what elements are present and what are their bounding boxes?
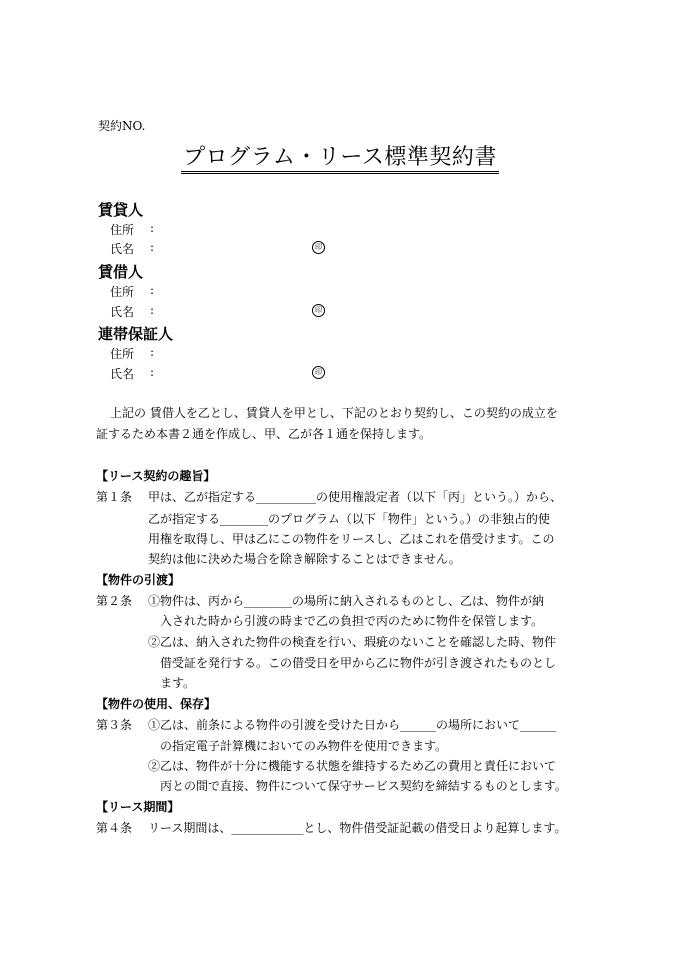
article-1-line: 用権を取得し、甲は乙にこの物件をリースし、乙はこれを借受けます。この (148, 532, 555, 546)
section-heading-use-storage: 【物件の使用、保存】 (96, 697, 217, 711)
lessee-name-colon: : (150, 303, 155, 317)
lessor-address-label: 住所 (110, 223, 135, 237)
lessor-name-colon: : (150, 240, 155, 254)
guarantor-address-label: 住所 (110, 347, 135, 361)
article-3-number: 第３条 (96, 718, 133, 732)
article-3-line: の指定電子計算機においてのみ物件を使用できます。 (160, 739, 448, 753)
article-4-line: リース期間は、____________とし、物件借受証記載の借受日より起算します。 (148, 821, 567, 835)
lessee-heading: 賃借人 (98, 263, 144, 281)
article-2-line: ②乙は、納入された物件の検査を行い、瑕疵のないことを確認した時、物件 (148, 635, 557, 649)
lessee-name-label: 氏名 (110, 305, 135, 319)
lessor-address-colon: : (150, 221, 155, 235)
lessee-seal-mark: 印 (312, 304, 325, 317)
article-2-number: 第２条 (96, 594, 133, 608)
article-3-line: ①乙は、前条による物件の引渡を受けた日から______の場所において______ (148, 718, 557, 732)
lessor-heading: 賃貸人 (98, 201, 144, 219)
article-1-line: 甲は、乙が指定する__________の使用権設定者（以下「丙」という。）から、 (148, 490, 563, 504)
article-2-line: 入された時から引渡の時まで乙の負担で丙のために物件を保管します。 (160, 614, 544, 628)
document-title (0, 140, 680, 171)
preamble-line-2: 証するため本書２通を作成し、甲、乙が各１通を保持します。 (96, 427, 432, 441)
lessee-address-colon: : (150, 283, 155, 297)
document-title-text: プログラム・リース標準契約書 (181, 145, 499, 174)
article-2-line: 借受証を発行する。この借受日を甲から乙に物件が引き渡されたものとし (160, 656, 557, 670)
article-1-line: 乙が指定する________のプログラム（以下「物件」という。）の非独占的使 (148, 512, 550, 526)
guarantor-address-colon: : (150, 345, 155, 359)
lessor-name-label: 氏名 (110, 242, 135, 256)
section-heading-delivery: 【物件の引渡】 (96, 573, 181, 587)
preamble-line-1: 上記の 賃借人を乙とし、賃貸人を甲とし、下記のとおり契約し、この契約の成立を (110, 406, 558, 420)
section-heading-lease-purpose: 【リース契約の趣旨】 (96, 469, 216, 483)
article-2-line: ①物件は、丙から________の場所に納入されるものとし、乙は、物件が納 (148, 594, 545, 608)
contract-number-label: 契約NO. (98, 119, 146, 133)
guarantor-seal-mark: 印 (312, 366, 325, 379)
article-1-line: 契約は他に決めた場合を除き解除することはできません。 (148, 552, 461, 566)
lessee-address-label: 住所 (110, 285, 135, 299)
lessor-seal-mark: 印 (312, 241, 325, 254)
guarantor-name-label: 氏名 (110, 367, 135, 381)
guarantor-name-colon: : (150, 365, 155, 379)
article-1-number: 第１条 (96, 490, 133, 504)
article-3-line: ②乙は、物件が十分に機能する状態を維持するため乙の費用と責任において (148, 759, 557, 773)
article-3-line: 丙との間で直接、物件について保守サービス契約を締結するものとします。 (160, 779, 567, 793)
section-heading-lease-period: 【リース期間】 (96, 800, 180, 814)
article-4-number: 第４条 (96, 821, 133, 835)
article-2-line: ます。 (160, 676, 196, 690)
guarantor-heading: 連帯保証人 (98, 325, 174, 343)
